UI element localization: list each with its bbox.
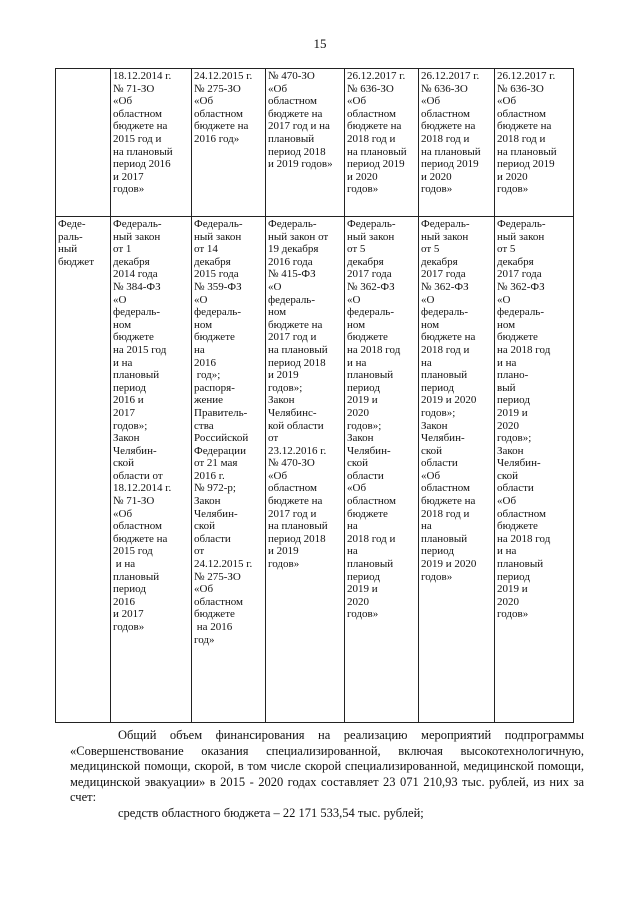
table-cell: 24.12.2015 г. № 275-ЗО «Об областном бюджете на 2016 год» [192,69,266,217]
table-row [56,69,574,217]
table-cell: 26.12.2017 г. № 636-ЗО «Об областном бюджете на 2018 год и на плановый период 2019 и 2020 годов» [419,69,495,217]
legal-basis-table [55,68,574,723]
table-cell: Федераль- ный закон от 19 декабря 2016 года № 415-ФЗ «О федераль- ном бюджете на 2017 год и на плановый период 2018 и 2019 годов»; Закон Челябинс- кой области от 23.12.2016 г. № 470-ЗО «Об областном бюджете на 2017 год и на плановый период 2018 и 2019 годов» [266,217,345,723]
table-cell: Федераль- ный закон от 1 декабря 2014 года № 384-ФЗ «О федераль- ном бюджете на 2015 год и на плановый период 2016 и 2017 годов»; Закон Челябин- ской области от 18.12.2014 г. № 71-ЗО «Об областном бюджете на 2015 год и на плановый период 2016 и 2017 годов» [111,217,192,723]
page-number: 15 [313,36,327,51]
table-cell: 26.12.2017 г. № 636-ЗО «Об областном бюджете на 2018 год и на плановый период 2019 и 2020 годов» [495,69,574,217]
table-cell: Федераль- ный закон от 5 декабря 2017 года № 362-ФЗ «О федераль- ном бюджете на 2018 год и на плановый период 2019 и 2020 годов»; Закон Челябин- ской области «Об областном бюджете на 2018 год и на плановый период 2019 и 2020 годов» [419,217,495,723]
table-cell: 18.12.2014 г. № 71-ЗО «Об областном бюджете на 2015 год и на плановый период 2016 и 2017 годов» [111,69,192,217]
table-cell: Федераль- ный закон от 5 декабря 2017 года № 362-ФЗ «О федераль- ном бюджете на 2018 год и на плано- вый период 2019 и 2020 годов»; Закон Челябин- ской области «Об областном бюджете на 2018 год и на плановый период 2019 и 2020 годов» [495,217,574,723]
body-paragraph: средств областного бюджета – 22 171 533,54 тыс. рублей; [118,806,424,820]
table-row [56,217,574,723]
table-cell [56,69,111,217]
table-cell: 26.12.2017 г. № 636-ЗО «Об областном бюджете на 2018 год и на плановый период 2019 и 2020 годов» [345,69,419,217]
table-cell: Федераль- ный закон от 14 декабря 2015 года № 359-ФЗ «О федераль- ном бюджете на 2016 год»; распоря- жение Правитель- ства Российской Федерации от 21 мая 2016 г. № 972-р; Закон Челябин- ской области от 24.12.2015 г. № 275-ЗО «Об областном бюджете на 2016 год» [192,217,266,723]
table-cell: № 470-ЗО «Об областном бюджете на 2017 год и на плановый период 2018 и 2019 годов» [266,69,345,217]
body-paragraph: Общий объем финансирования на реализацию мероприятий подпрограммы «Совершенствование оказания специализированной, включая высокотехнологичную, медицинской помощи, скорой, в том числе скорой специализированной, медицинской помощи, медицинской эвакуации» в 2015 - 2020 годах составляет 23 071 210,93 тыс. рублей, из них за счет: [70,728,584,804]
table-cell: Феде- раль- ный бюджет [56,217,111,723]
table-cell: Федераль- ный закон от 5 декабря 2017 года № 362-ФЗ «О федераль- ном бюджете на 2018 год и на плановый период 2019 и 2020 годов»; Закон Челябин- ской области «Об областном бюджете на 2018 год и на плановый период 2019 и 2020 годов» [345,217,419,723]
